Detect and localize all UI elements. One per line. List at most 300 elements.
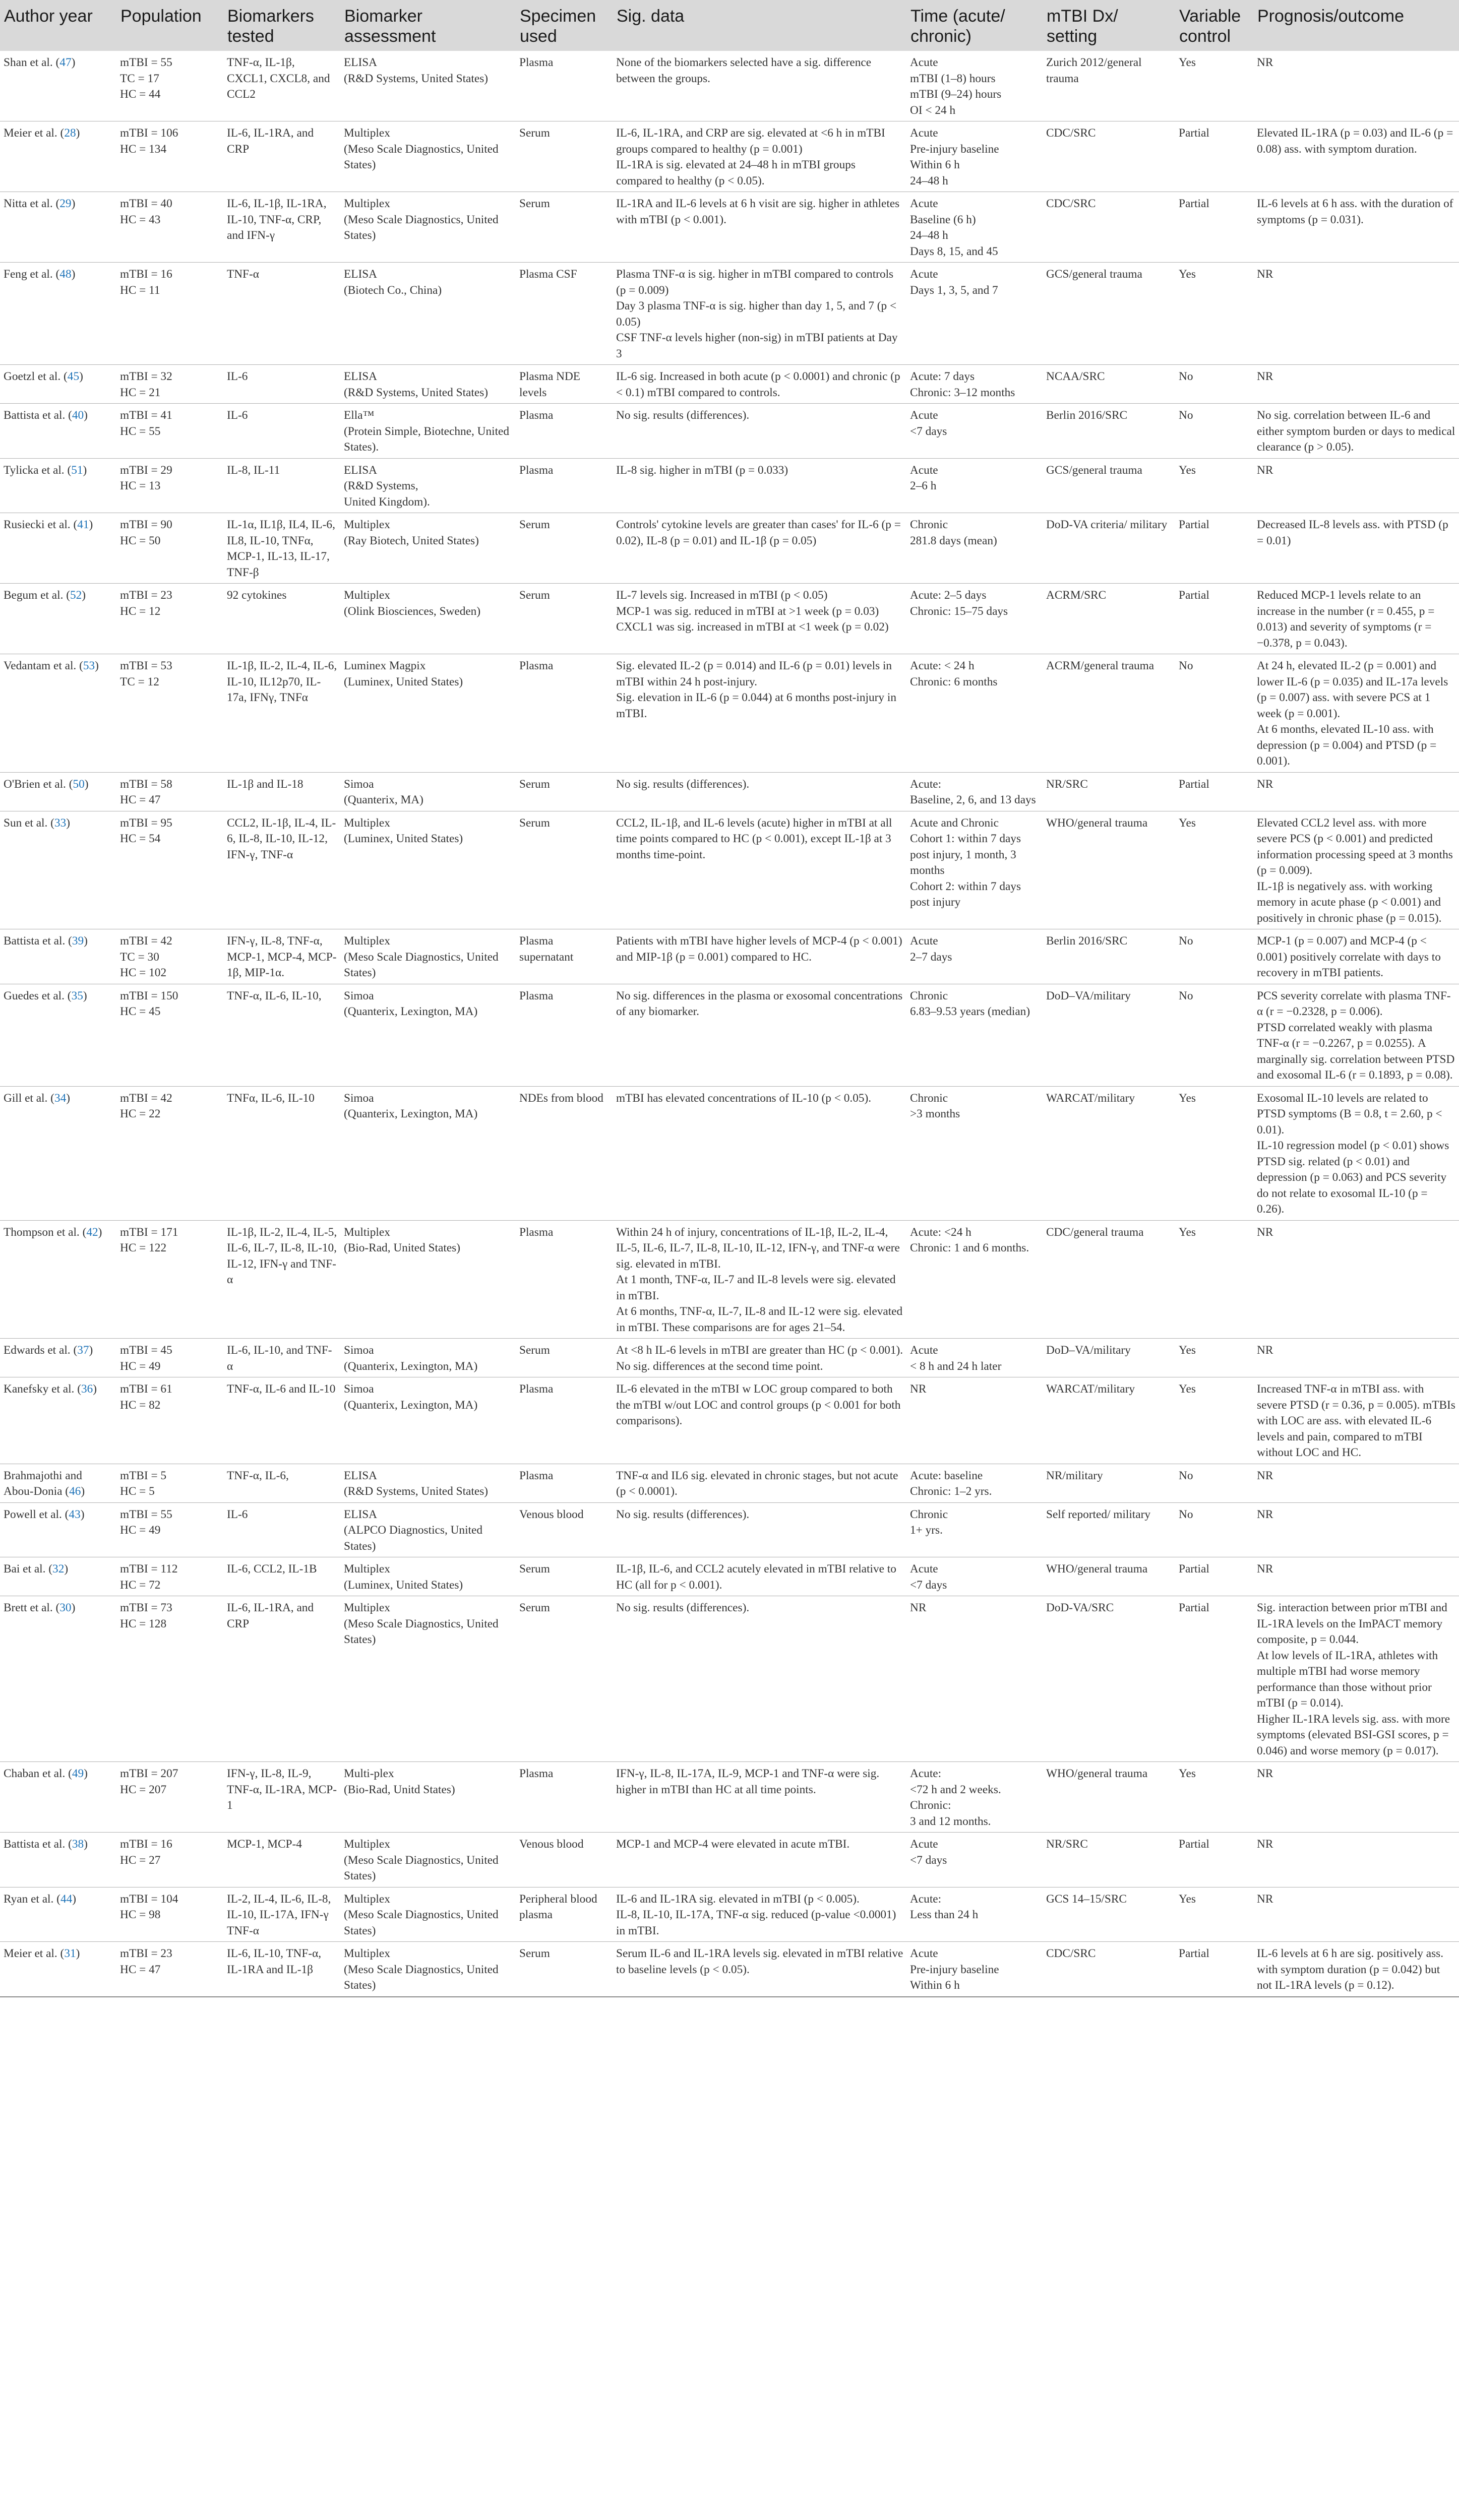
sig-data-cell: No sig. differences in the plasma or exosomal concentrations of any biomarker. [613, 984, 906, 1086]
dx-setting-cell: DoD-VA criteria/ military [1043, 513, 1175, 584]
col-author-year-header: Author year [0, 0, 116, 51]
variable-control-cell: Partial [1175, 1596, 1253, 1762]
assessment-cell: ELISA (R&D Systems, United States) [340, 1464, 516, 1502]
biomarkers-cell: TNF-α, IL-6, IL-10, [223, 984, 340, 1086]
population-cell: mTBI = 112 HC = 72 [116, 1557, 223, 1596]
population-cell: mTBI = 53 TC = 12 [116, 654, 223, 773]
table-row [0, 1086, 1459, 1220]
reference-link[interactable]: 47 [59, 56, 72, 69]
author-name: Vedantam et al. [4, 659, 77, 672]
reference-link[interactable]: 28 [64, 127, 76, 140]
assessment-cell: Multiplex (Meso Scale Diagnostics, United States) [340, 929, 516, 984]
outcome-cell: NR [1253, 458, 1459, 513]
outcome-cell: IL-6 levels at 6 h are sig. positively ass. with symptom duration (p = 0.042) but not IL-1RA levels (p = 0.12). [1253, 1942, 1459, 1997]
population-cell: mTBI = 5 HC = 5 [116, 1464, 223, 1502]
biomarkers-cell: TNF-α, IL-6 and IL-10 [223, 1377, 340, 1464]
reference-link[interactable]: 36 [81, 1382, 93, 1396]
dx-setting-cell: CDC/general trauma [1043, 1220, 1175, 1339]
dx-setting-cell: Self reported/ military [1043, 1502, 1175, 1557]
sig-data-cell: Sig. elevated IL-2 (p = 0.014) and IL-6 (p = 0.01) levels in mTBI within 24 h post-injury. Sig. elevation in IL-6 (p = 0.044) at 6 months post-injury in mTBI. [613, 654, 906, 773]
author-name: Tylicka et al. [4, 463, 65, 477]
table-row [0, 811, 1459, 929]
time-cell: NR [906, 1377, 1043, 1464]
variable-control-cell: Yes [1175, 1339, 1253, 1377]
population-cell: mTBI = 41 HC = 55 [116, 404, 223, 459]
table-row [0, 584, 1459, 654]
sig-data-cell: No sig. results (differences). [613, 1596, 906, 1762]
author-year-cell: Tylicka et al. (51) [0, 458, 116, 513]
variable-control-cell: No [1175, 1464, 1253, 1502]
assessment-cell: Simoa (Quanterix, Lexington, MA) [340, 1377, 516, 1464]
col-biomarker-assessment-header: Biomarker assessment [340, 0, 516, 51]
specimen-cell: Serum [516, 1942, 613, 1997]
author-year-cell: Battista et al. (40) [0, 404, 116, 459]
dx-setting-cell: Berlin 2016/SRC [1043, 929, 1175, 984]
assessment-cell: Multiplex (Meso Scale Diagnostics, United States) [340, 192, 516, 263]
time-cell: Acute: 7 days Chronic: 3–12 months [906, 365, 1043, 404]
specimen-cell: Serum [516, 1596, 613, 1762]
dx-setting-cell: NR/SRC [1043, 772, 1175, 811]
dx-setting-cell: WHO/general trauma [1043, 1762, 1175, 1833]
outcome-cell: NR [1257, 56, 1273, 69]
sig-data-cell: Plasma TNF-α is sig. higher in mTBI compared to controls (p = 0.009) Day 3 plasma TNF-α is sig. higher than day 1, 5, and 7 (p < 0.05) CSF TNF-α levels higher (non-sig) in mTBI patients at Day 3 [613, 263, 906, 365]
assessment-cell: Ella™ (Protein Simple, Biotechne, United States). [340, 404, 516, 459]
biomarkers-cell: IFN-γ, IL-8, IL-9, TNF-α, IL-1RA, MCP-1 [223, 1762, 340, 1833]
variable-control-cell: Yes [1175, 458, 1253, 513]
biomarkers-cell: IL-6 [223, 365, 340, 404]
variable-control-cell: No [1175, 984, 1253, 1086]
author-year-cell: Edwards et al. (37) [0, 1339, 116, 1377]
sig-data-cell: Serum IL-6 and IL-1RA levels sig. elevated in mTBI relative to baseline levels (p < 0.05). [613, 1942, 906, 1997]
sig-data-cell: IL-8 sig. higher in mTBI (p = 0.033) [613, 458, 906, 513]
assessment-cell: Simoa (Quanterix, Lexington, MA) [340, 984, 516, 1086]
sig-data-cell: Within 24 h of injury, concentrations of IL-1β, IL-2, IL-4, IL-5, IL-6, IL-7, IL-8, IL-10, IL-12, IFN-γ, and TNF-α were sig. elevated in mTBI. At 1 month, TNF-α, IL-7 and IL-8 levels were sig. elevated in mTBI. At 6 months, TNF-α, IL-7, IL-8 and IL-12 were sig. elevated in mTBI. These comparisons are for ages 21–54. [613, 1220, 906, 1339]
specimen-cell: Serum [516, 1339, 613, 1377]
population-cell: mTBI = 32 HC = 21 [116, 365, 223, 404]
outcome-cell: No sig. correlation between IL-6 and either symptom burden or days to medical clearance (p > 0.05). [1253, 404, 1459, 459]
time-cell: Acute Days 1, 3, 5, and 7 [906, 263, 1043, 365]
reference-link[interactable]: 52 [70, 589, 82, 602]
reference-link[interactable]: 29 [59, 197, 72, 210]
variable-control-cell: No [1175, 1502, 1253, 1557]
reference-link[interactable]: 53 [83, 659, 95, 672]
table-row [0, 458, 1459, 513]
author-name: Thompson et al. [4, 1225, 80, 1239]
variable-control-cell: Yes [1175, 811, 1253, 929]
reference-link[interactable]: 30 [59, 1601, 72, 1614]
specimen-cell: Plasma CSF [516, 263, 613, 365]
dx-setting-cell: GCS/general trauma [1043, 458, 1175, 513]
assessment-cell: ELISA (Biotech Co., China) [340, 263, 516, 365]
time-cell: Chronic 1+ yrs. [906, 1502, 1043, 1557]
time-cell: Acute: 2–5 days Chronic: 15–75 days [906, 584, 1043, 654]
author-name: Kanefsky et al. [4, 1382, 75, 1396]
variable-control-cell: Partial [1175, 772, 1253, 811]
col-time-header: Time (acute/ chronic) [906, 0, 1043, 51]
author-name: Feng et al. [4, 268, 53, 281]
specimen-cell: Plasma NDE levels [516, 365, 613, 404]
author-year-cell: Bai et al. (32) [0, 1557, 116, 1596]
time-cell: Acute Pre-injury baseline Within 6 h 24–48 h [906, 121, 1043, 192]
reference-link[interactable]: 35 [71, 989, 83, 1002]
table-row [0, 1377, 1459, 1464]
sig-data-cell: IL-6 elevated in the mTBI w LOC group compared to both the mTBI w/out LOC and control groups (p < 0.001 for both comparisons). [613, 1377, 906, 1464]
table-body [0, 51, 1459, 1997]
dx-setting-cell: GCS/general trauma [1043, 263, 1175, 365]
biomarkers-cell: IL-1α, IL1β, IL4, IL-6, IL8, IL-10, TNFα, MCP-1, IL-13, IL-17, TNF-β [223, 513, 340, 584]
time-cell: Acute mTBI (1–8) hours mTBI (9–24) hours OI < 24 h [910, 56, 1002, 117]
author-year-cell: Chaban et al. (49) [0, 1762, 116, 1833]
specimen-cell: Peripheral blood plasma [516, 1887, 613, 1942]
specimen-cell: Venous blood [516, 1502, 613, 1557]
dx-setting-cell: CDC/SRC [1043, 1942, 1175, 1997]
outcome-cell: PCS severity correlate with plasma TNF-α (r = −0.2328, p = 0.006). PTSD correlated weakly with plasma TNF-α (r = −0.2267, p = 0.0255). A marginally sig. correlation between PTSD and exosomal IL-6 (r = 0.1893, p = 0.08). [1253, 984, 1459, 1086]
population-cell: mTBI = 40 HC = 43 [116, 192, 223, 263]
population-cell: mTBI = 73 HC = 128 [116, 1596, 223, 1762]
dx-setting-cell: WARCAT/military [1043, 1377, 1175, 1464]
assessment-cell: Multiplex (Olink Biosciences, Sweden) [340, 584, 516, 654]
outcome-cell: Reduced MCP-1 levels relate to an increase in the number (r = 0.455, p = 0.013) and severity of symptoms (r = −0.378, p = 0.043). [1253, 584, 1459, 654]
reference-link[interactable]: 45 [67, 370, 80, 383]
author-year-cell: Goetzl et al. (45) [0, 365, 116, 404]
time-cell: Acute: Baseline, 2, 6, and 13 days [906, 772, 1043, 811]
time-cell: Acute <7 days [906, 1557, 1043, 1596]
table-row [0, 1464, 1459, 1502]
biomarkers-cell: IL-8, IL-11 [223, 458, 340, 513]
sig-data-cell: At <8 h IL-6 levels in mTBI are greater than HC (p < 0.001). No sig. differences at the second time point. [613, 1339, 906, 1377]
dx-setting-cell: ACRM/SRC [1043, 584, 1175, 654]
author-year-cell: Brahmajothi and Abou-Donia (46) [0, 1464, 116, 1502]
table-row [0, 1762, 1459, 1833]
dx-setting-cell: CDC/SRC [1043, 121, 1175, 192]
time-cell: NR [906, 1596, 1043, 1762]
assessment-cell: Simoa (Quanterix, Lexington, MA) [340, 1086, 516, 1220]
specimen-cell: Serum [516, 192, 613, 263]
biomarkers-cell: IFN-γ, IL-8, TNF-α, MCP-1, MCP-4, MCP-1β, MIP-1α. [223, 929, 340, 984]
variable-control-cell: Yes [1175, 1887, 1253, 1942]
author-year-cell: Guedes et al. (35) [0, 984, 116, 1086]
time-cell: Chronic >3 months [906, 1086, 1043, 1220]
reference-link[interactable]: 31 [64, 1947, 76, 1960]
population-cell: mTBI = 29 HC = 13 [116, 458, 223, 513]
dx-setting-cell: NR/SRC [1043, 1833, 1175, 1887]
time-cell: Acute: Less than 24 h [906, 1887, 1043, 1942]
outcome-cell: NR [1253, 1220, 1459, 1339]
population-cell: mTBI = 42 TC = 30 HC = 102 [116, 929, 223, 984]
variable-control-cell: Yes [1175, 263, 1253, 365]
author-name: Shan et al. [4, 56, 53, 69]
outcome-cell: At 24 h, elevated IL-2 (p = 0.001) and lower IL-6 (p = 0.035) and IL-17a levels (p = 0.007) ass. with severe PCS at 1 week (p = 0.001). At 6 months, elevated IL-10 ass. with depression (p = 0.004) and PTSD (p = 0.001). [1253, 654, 1459, 773]
col-specimen-used-header: Specimen used [516, 0, 613, 51]
time-cell: Acute <7 days [906, 404, 1043, 459]
reference-link[interactable]: 50 [73, 777, 85, 791]
author-year-cell: Brett et al. (30) [0, 1596, 116, 1762]
table-row [0, 772, 1459, 811]
outcome-cell: NR [1253, 1887, 1459, 1942]
author-year-cell: Begum et al. (52) [0, 584, 116, 654]
population-cell: mTBI = 61 HC = 82 [116, 1377, 223, 1464]
biomarkers-cell: IL-1β, IL-2, IL-4, IL-6, IL-10, IL12p70, IL-17a, IFNγ, TNFα [223, 654, 340, 773]
population-cell: mTBI = 95 HC = 54 [116, 811, 223, 929]
dx-setting-cell: CDC/SRC [1043, 192, 1175, 263]
assessment-cell: Multiplex (Luminex, United States) [340, 1557, 516, 1596]
specimen-cell: Serum [516, 811, 613, 929]
variable-control-cell: No [1175, 404, 1253, 459]
specimen-cell: Plasma supernatant [516, 929, 613, 984]
outcome-cell: NR [1253, 1557, 1459, 1596]
population-cell: mTBI = 42 HC = 22 [116, 1086, 223, 1220]
variable-control-cell: Yes [1179, 56, 1196, 69]
table-row [0, 1557, 1459, 1596]
time-cell: Acute and Chronic Cohort 1: within 7 days post injury, 1 month, 3 months Cohort 2: within 7 days post injury [906, 811, 1043, 929]
table-header-row [0, 0, 1459, 51]
sig-data-cell: No sig. results (differences). [613, 772, 906, 811]
sig-data-cell: Controls' cytokine levels are greater than cases' for IL-6 (p = 0.02), IL-8 (p = 0.01) and IL-1β (p = 0.05) [613, 513, 906, 584]
author-year-cell: Sun et al. (33) [0, 811, 116, 929]
author-name: Brahmajothi and Abou-Donia [4, 1469, 82, 1498]
assessment-cell: Multiplex (Meso Scale Diagnostics, United States) [340, 1942, 516, 1997]
specimen-cell: Plasma [516, 654, 613, 773]
sig-data-cell: MCP-1 and MCP-4 were elevated in acute mTBI. [613, 1833, 906, 1887]
dx-setting-cell: Berlin 2016/SRC [1043, 404, 1175, 459]
assessment-cell: ELISA (R&D Systems, United Kingdom). [340, 458, 516, 513]
col-prognosis-outcome-header: Prognosis/outcome [1253, 0, 1459, 51]
variable-control-cell: Partial [1175, 192, 1253, 263]
specimen-cell: Venous blood [516, 1833, 613, 1887]
author-name: Brett et al. [4, 1601, 53, 1614]
outcome-cell: NR [1253, 365, 1459, 404]
variable-control-cell: No [1175, 365, 1253, 404]
assessment-cell: Multiplex (Meso Scale Diagnostics, United States) [340, 1596, 516, 1762]
outcome-cell: NR [1253, 1339, 1459, 1377]
reference-link[interactable]: 44 [60, 1892, 73, 1906]
dx-setting-cell: ACRM/general trauma [1043, 654, 1175, 773]
table-row [0, 929, 1459, 984]
author-name: Guedes et al. [4, 989, 65, 1002]
sig-data-cell: mTBI has elevated concentrations of IL-10 (p < 0.05). [613, 1086, 906, 1220]
sig-data-cell: No sig. results (differences). [613, 1502, 906, 1557]
author-year-cell: O'Brien et al. (50) [0, 772, 116, 811]
author-year-cell: Thompson et al. (42) [0, 1220, 116, 1339]
table-row [0, 1887, 1459, 1942]
author-name: Meier et al. [4, 127, 57, 140]
table-row [0, 365, 1459, 404]
author-name: Goetzl et al. [4, 370, 61, 383]
col-sig-data-header: Sig. data [613, 0, 906, 51]
variable-control-cell: No [1175, 654, 1253, 773]
biomarkers-cell: IL-1β, IL-2, IL-4, IL-5, IL-6, IL-7, IL-8, IL-10, IL-12, IFN-γ and TNF-α [223, 1220, 340, 1339]
reference-link[interactable]: 40 [72, 409, 84, 422]
biomarkers-cell: CCL2, IL-1β, IL-4, IL-6, IL-8, IL-10, IL-12, IFN-γ, TNF-α [223, 811, 340, 929]
biomarkers-cell: TNF-α, IL-1β, CXCL1, CXCL8, and CCL2 [227, 56, 330, 101]
specimen-cell: Serum [516, 772, 613, 811]
specimen-cell: Serum [516, 513, 613, 584]
sig-data-cell: IFN-γ, IL-8, IL-17A, IL-9, MCP-1 and TNF-α were sig. higher in mTBI than HC at all time points. [613, 1762, 906, 1833]
population-cell: mTBI = 55 HC = 49 [116, 1502, 223, 1557]
biomarkers-cell: IL-2, IL-4, IL-6, IL-8, IL-10, IL-17A, IFN-γ TNF-α [223, 1887, 340, 1942]
table-row [0, 192, 1459, 263]
time-cell: Chronic 6.83–9.53 years (median) [906, 984, 1043, 1086]
outcome-cell: NR [1253, 1762, 1459, 1833]
outcome-cell: Decreased IL-8 levels ass. with PTSD (p = 0.01) [1253, 513, 1459, 584]
author-name: Bai et al. [4, 1562, 46, 1576]
specimen-cell: Serum [516, 121, 613, 192]
reference-link[interactable]: 39 [72, 934, 84, 948]
author-name: Chaban et al. [4, 1767, 66, 1780]
author-year-cell: Battista et al. (39) [0, 929, 116, 984]
biomarkers-cell: IL-6 [223, 1502, 340, 1557]
specimen-cell: Plasma [516, 1377, 613, 1464]
time-cell: Chronic 281.8 days (mean) [906, 513, 1043, 584]
author-year-cell: Gill et al. (34) [0, 1086, 116, 1220]
table-row [0, 1833, 1459, 1887]
assessment-cell: Multiplex (Ray Biotech, United States) [340, 513, 516, 584]
outcome-cell: Increased TNF-α in mTBI ass. with severe PTSD (r = 0.36, p = 0.005). mTBIs with LOC are ass. with elevated IL-6 levels and pain, compared to mTBI without LOC and HC. [1253, 1377, 1459, 1464]
table-row [0, 121, 1459, 192]
specimen-cell: Plasma [516, 1220, 613, 1339]
col-biomarkers-tested-header: Biomarkers tested [223, 0, 340, 51]
assessment-cell: ELISA (ALPCO Diagnostics, United States) [340, 1502, 516, 1557]
table-row [0, 1942, 1459, 1997]
author-year-cell: Ryan et al. (44) [0, 1887, 116, 1942]
time-cell: Acute Baseline (6 h) 24–48 h Days 8, 15, and 45 [906, 192, 1043, 263]
population-cell: mTBI = 207 HC = 207 [116, 1762, 223, 1833]
sig-data-cell: Patients with mTBI have higher levels of MCP-4 (p < 0.001) and MIP-1β (p = 0.001) compared to HC. [613, 929, 906, 984]
sig-data-cell: IL-6 sig. Increased in both acute (p < 0.0001) and chronic (p < 0.1) mTBI compared to controls. [613, 365, 906, 404]
biomarkers-cell: IL-6, IL-10, TNF-α, IL-1RA and IL-1β [223, 1942, 340, 1997]
sig-data-cell: IL-7 levels sig. Increased in mTBI (p < 0.05) MCP-1 was sig. reduced in mTBI at >1 week (p = 0.03) CXCL1 was sig. increased in mTBI at <1 week (p = 0.02) [613, 584, 906, 654]
outcome-cell: Elevated CCL2 level ass. with more severe PCS (p < 0.001) and predicted information processing speed at 3 months (p = 0.009). IL-1β is negatively ass. with working memory in acute phase (p < 0.001) and positively in chronic phase (p = 0.015). [1253, 811, 1459, 929]
variable-control-cell: Partial [1175, 1557, 1253, 1596]
outcome-cell: NR [1253, 1502, 1459, 1557]
outcome-cell: NR [1253, 263, 1459, 365]
author-year-cell: Powell et al. (43) [0, 1502, 116, 1557]
sig-data-cell: IL-1β, IL-6, and CCL2 acutely elevated in mTBI relative to HC (all for p < 0.001). [613, 1557, 906, 1596]
author-year-cell: Feng et al. (48) [0, 263, 116, 365]
reference-link[interactable]: 42 [86, 1225, 98, 1239]
sig-data-cell: IL-6 and IL-1RA sig. elevated in mTBI (p < 0.005). IL-8, IL-10, IL-17A, TNF-α sig. reduced (p-value <0.0001) in mTBI. [613, 1887, 906, 1942]
biomarkers-cell: TNFα, IL-6, IL-10 [223, 1086, 340, 1220]
table-row [0, 654, 1459, 773]
specimen-cell: Plasma [516, 404, 613, 459]
assessment-cell: Luminex Magpix (Luminex, United States) [340, 654, 516, 773]
author-name: Ryan et al. [4, 1892, 54, 1906]
reference-link[interactable]: 38 [72, 1838, 84, 1851]
author-name: Powell et al. [4, 1507, 62, 1521]
population-cell: mTBI = 58 HC = 47 [116, 772, 223, 811]
author-year-cell: Shan et al. (47) [4, 56, 76, 69]
reference-link[interactable]: 37 [77, 1344, 89, 1357]
assessment-cell: Multi-plex (Bio-Rad, Unitd States) [340, 1762, 516, 1833]
population-cell: mTBI = 23 HC = 47 [116, 1942, 223, 1997]
sig-data-cell: IL-1RA and IL-6 levels at 6 h visit are sig. higher in athletes with mTBI (p < 0.001). [613, 192, 906, 263]
time-cell: Acute 2–6 h [906, 458, 1043, 513]
time-cell: Acute: < 24 h Chronic: 6 months [906, 654, 1043, 773]
reference-link[interactable]: 43 [69, 1507, 81, 1521]
time-cell: Acute < 8 h and 24 h later [906, 1339, 1043, 1377]
table-row [0, 1596, 1459, 1762]
population-cell: mTBI = 171 HC = 122 [116, 1220, 223, 1339]
author-name: O'Brien et al. [4, 777, 66, 791]
dx-setting-cell: DoD–VA/military [1043, 1339, 1175, 1377]
table-row [0, 1339, 1459, 1377]
time-cell: Acute Pre-injury baseline Within 6 h [906, 1942, 1043, 1997]
population-cell: mTBI = 16 HC = 27 [116, 1833, 223, 1887]
outcome-cell: Elevated IL-1RA (p = 0.03) and IL-6 (p = 0.08) ass. with symptom duration. [1253, 121, 1459, 192]
assessment-cell: Multiplex (Luminex, United States) [340, 811, 516, 929]
population-cell: mTBI = 23 HC = 12 [116, 584, 223, 654]
reference-link[interactable]: 49 [72, 1767, 84, 1780]
biomarkers-cell: 92 cytokines [223, 584, 340, 654]
reference-link[interactable]: 33 [54, 816, 67, 830]
author-year-cell: Battista et al. (38) [0, 1833, 116, 1887]
table-row [0, 1502, 1459, 1557]
assessment-cell: Multiplex (Bio-Rad, United States) [340, 1220, 516, 1339]
author-name: Meier et al. [4, 1947, 57, 1960]
assessment-cell: Multiplex (Meso Scale Diagnostics, United States) [340, 121, 516, 192]
col-population-header: Population [116, 0, 223, 51]
author-year-cell: Vedantam et al. (53) [0, 654, 116, 773]
author-name: Rusiecki et al. [4, 518, 71, 531]
author-name: Edwards et al. [4, 1344, 71, 1357]
biomarkers-cell: IL-1β and IL-18 [223, 772, 340, 811]
outcome-cell: Exosomal IL-10 levels are related to PTSD symptoms (B = 0.8, t = 2.60, p < 0.01). IL-10 regression model (p < 0.01) shows PTSD sig. related (p < 0.01) and depression (p = 0.063) and PCS severity do not relate to exosomal IL-10 (p = 0.26). [1253, 1086, 1459, 1220]
dx-setting-cell: DoD-VA/SRC [1043, 1596, 1175, 1762]
author-year-cell: Meier et al. (31) [0, 1942, 116, 1997]
author-name: Battista et al. [4, 934, 66, 948]
sig-data-cell: CCL2, IL-1β, and IL-6 levels (acute) higher in mTBI at all time points compared to HC (p < 0.001), except IL-1β at 3 months time-point. [613, 811, 906, 929]
variable-control-cell: Partial [1175, 1833, 1253, 1887]
variable-control-cell: Partial [1175, 1942, 1253, 1997]
author-name: Begum et al. [4, 589, 64, 602]
time-cell: Acute 2–7 days [906, 929, 1043, 984]
dx-setting-cell: WARCAT/military [1043, 1086, 1175, 1220]
reference-link[interactable]: 34 [54, 1091, 67, 1105]
variable-control-cell: Yes [1175, 1086, 1253, 1220]
population-cell: mTBI = 90 HC = 50 [116, 513, 223, 584]
reference-link[interactable]: 41 [77, 518, 89, 531]
biomarkers-cell: MCP-1, MCP-4 [223, 1833, 340, 1887]
specimen-cell: Serum [516, 1557, 613, 1596]
variable-control-cell: No [1175, 929, 1253, 984]
time-cell: Acute: <72 h and 2 weeks. Chronic: 3 and 12 months. [906, 1762, 1043, 1833]
author-year-cell: Nitta et al. (29) [0, 192, 116, 263]
specimen-cell: NDEs from blood [516, 1086, 613, 1220]
biomarkers-cell: IL-6 [223, 404, 340, 459]
reference-link[interactable]: 51 [71, 463, 83, 477]
specimen-cell: Serum [516, 584, 613, 654]
assessment-cell: ELISA (R&D Systems, United States) [344, 56, 489, 85]
table-row [0, 404, 1459, 459]
assessment-cell: ELISA (R&D Systems, United States) [340, 365, 516, 404]
table-row [0, 263, 1459, 365]
assessment-cell: Multiplex (Meso Scale Diagnostics, United States) [340, 1833, 516, 1887]
reference-link[interactable]: 32 [52, 1562, 65, 1576]
biomarkers-cell: IL-6, IL-1RA, and CRP [223, 1596, 340, 1762]
reference-link[interactable]: 46 [69, 1485, 81, 1498]
biomarkers-cell: TNF-α, IL-6, [223, 1464, 340, 1502]
biomarkers-cell: IL-6, IL-1β, IL-1RA, IL-10, TNF-α, CRP, and IFN-γ [223, 192, 340, 263]
variable-control-cell: Yes [1175, 1377, 1253, 1464]
specimen-cell: Plasma [516, 1762, 613, 1833]
table-row [0, 1220, 1459, 1339]
outcome-cell: NR [1253, 772, 1459, 811]
biomarkers-cell: IL-6, CCL2, IL-1B [223, 1557, 340, 1596]
table-row [0, 513, 1459, 584]
reference-link[interactable]: 48 [59, 268, 72, 281]
dx-setting-cell: Zurich 2012/general trauma [1046, 56, 1142, 85]
biomarkers-cell: IL-6, IL-10, and TNF-α [223, 1339, 340, 1377]
